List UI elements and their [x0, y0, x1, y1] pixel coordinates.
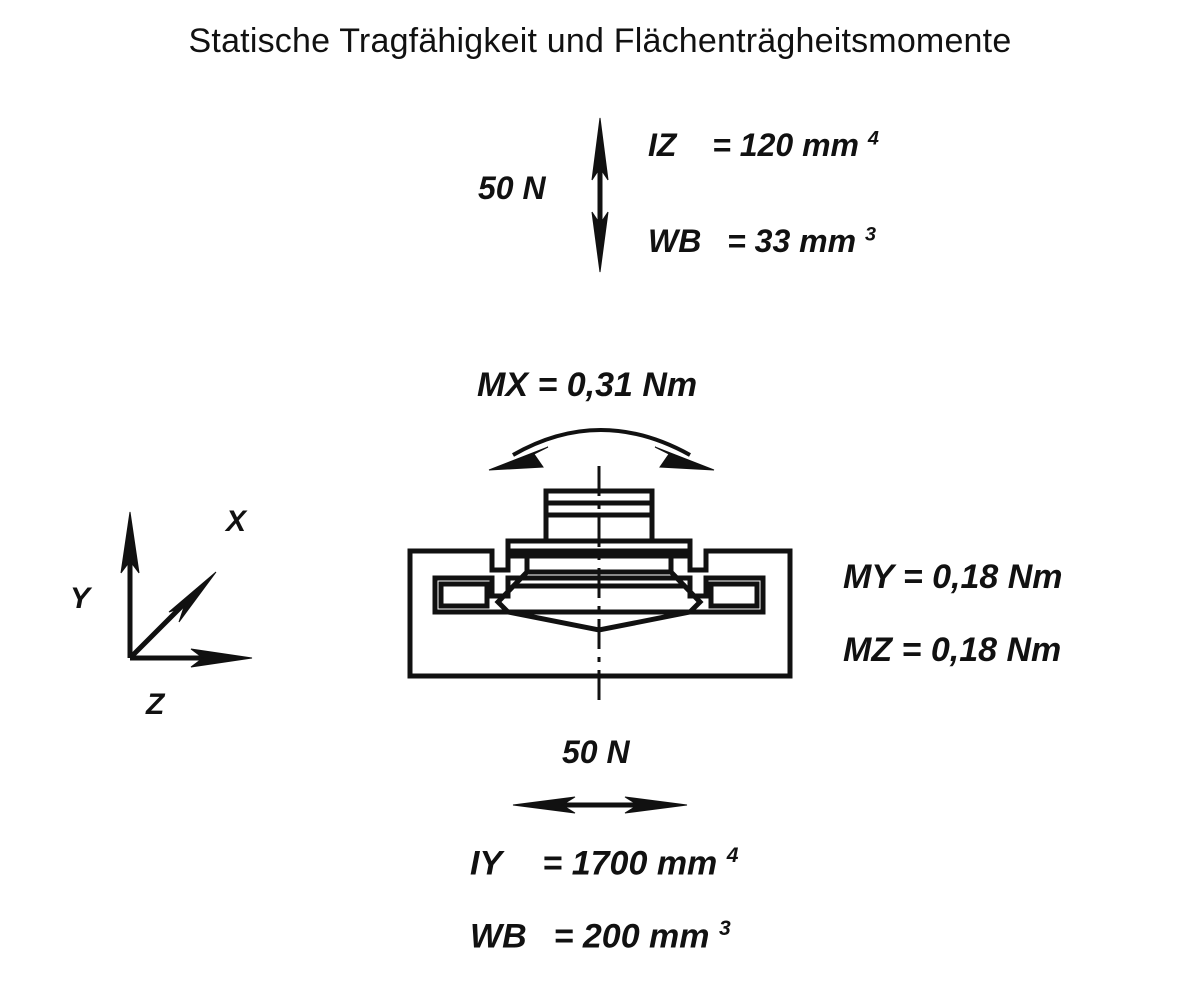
wb-top-name: WB	[648, 223, 702, 259]
top-force-label: 50 N	[478, 170, 546, 206]
iz-label	[648, 129, 879, 161]
mx-label: MX = 0,31 Nm	[477, 366, 698, 404]
mz-label: MZ = 0,18 Nm	[843, 631, 1062, 669]
wb-top-value: 33 mm	[754, 223, 857, 259]
bottom-force-label: 50 N	[562, 734, 630, 770]
page-title: Statische Tragfähigkeit und Flächenträgheitsmomente	[188, 22, 1012, 60]
iz-eq: =	[712, 127, 731, 163]
wb-top-exponent: 3	[864, 223, 876, 246]
wb-bottom-eq: =	[553, 917, 574, 956]
my-label: MY = 0,18 Nm	[843, 558, 1063, 596]
wb-top-label	[648, 225, 876, 257]
iy-label	[470, 844, 739, 883]
iz-value: 120 mm	[739, 127, 859, 163]
wb-bottom-label	[470, 917, 731, 956]
wb-top-eq: =	[727, 223, 746, 259]
iy-name: IY	[470, 844, 502, 883]
top-force-arrow	[592, 118, 608, 272]
axis-label-y: Y	[70, 582, 91, 615]
iz-exponent: 4	[867, 127, 879, 150]
axis-label-z: Z	[146, 688, 165, 721]
axis-label-x: X	[226, 505, 247, 538]
wb-bottom-name: WB	[470, 917, 527, 956]
mx-moment-arrow	[489, 430, 714, 470]
wb-bottom-value: 200 mm	[582, 917, 710, 956]
iy-exponent: 4	[726, 844, 739, 867]
iy-value: 1700 mm	[571, 844, 718, 883]
iz-name: IZ	[648, 127, 677, 163]
bottom-force-arrow	[513, 797, 687, 813]
iy-eq: =	[542, 844, 563, 883]
wb-bottom-exponent: 3	[718, 917, 731, 940]
